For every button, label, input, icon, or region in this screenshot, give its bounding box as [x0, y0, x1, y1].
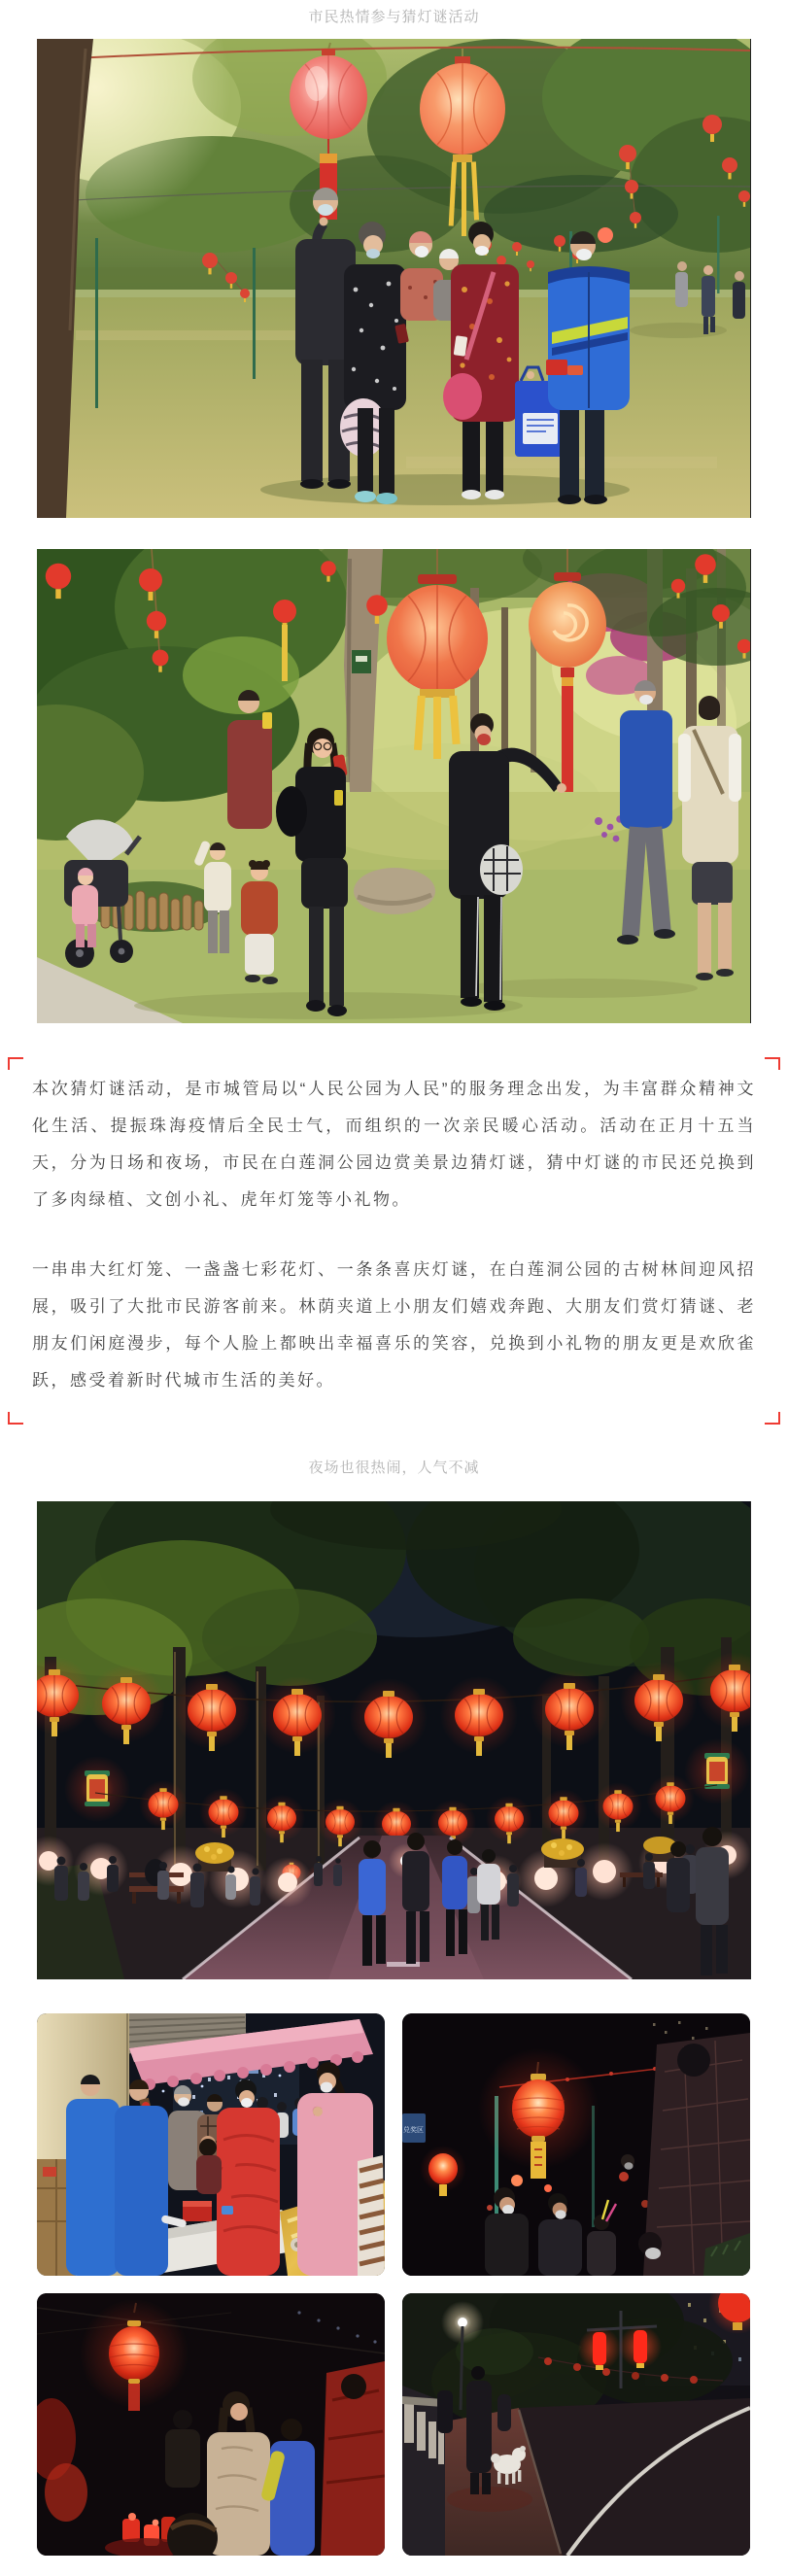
quote-corner-top-right-icon — [765, 1057, 780, 1070]
photo-grid — [37, 2013, 751, 2556]
svg-text:兑奖区: 兑奖区 — [403, 2127, 424, 2134]
quote-corner-top-left-icon — [8, 1057, 23, 1070]
quote-corner-bottom-left-icon — [8, 1412, 23, 1425]
redemption-area-sign — [402, 2113, 426, 2143]
photo-caption-day: 市民热情参与猜灯谜活动 — [308, 9, 480, 25]
article-paragraph-1: 本次猜灯谜活动，是市城管局以“人民公园为人民”的服务理念出发，为丰富群众精神文化生活、提振珠海疫情后全民士气，而组织的一次亲民暖心活动。活动在正月十五当天，分为日场和夜场，市民在白莲洞公园边赏美景边猜灯谜，猜中灯谜的市民还兑换到了多肉绿植、文创小礼、虎年灯笼等小礼物。 — [32, 1080, 756, 1209]
photo-night-street-dog[interactable] — [402, 2293, 750, 2556]
photo-caption-night: 夜场也很热闹，人气不减 — [308, 1460, 480, 1476]
photo-day-lantern-group[interactable] — [37, 39, 751, 518]
article-paragraph-2: 一串串大红灯笼、一盏盏七彩花灯、一条条喜庆灯谜，在白莲洞公园的古树林间迎风招展，吸引了大批市民游客前来。林荫夹道上小朋友们嬉戏奔跑、大朋友们赏灯猜谜、老朋友们闲庭漫步，每个人脸上都映出幸福喜乐的笑容，兑换到小礼物的朋友更是欢欣雀跃，感受着新时代城市生活的美好。 — [32, 1260, 756, 1390]
photo-night-prize-table[interactable] — [37, 2293, 385, 2556]
photo-night-stall[interactable] — [37, 2013, 385, 2276]
photo-day-reaching-tag[interactable] — [37, 549, 751, 1023]
quote-block — [8, 1057, 780, 1425]
photo-night-lantern-boulevard[interactable] — [37, 1501, 751, 1979]
photo-night-big-lantern[interactable] — [402, 2013, 750, 2276]
quote-corner-bottom-right-icon — [765, 1412, 780, 1425]
